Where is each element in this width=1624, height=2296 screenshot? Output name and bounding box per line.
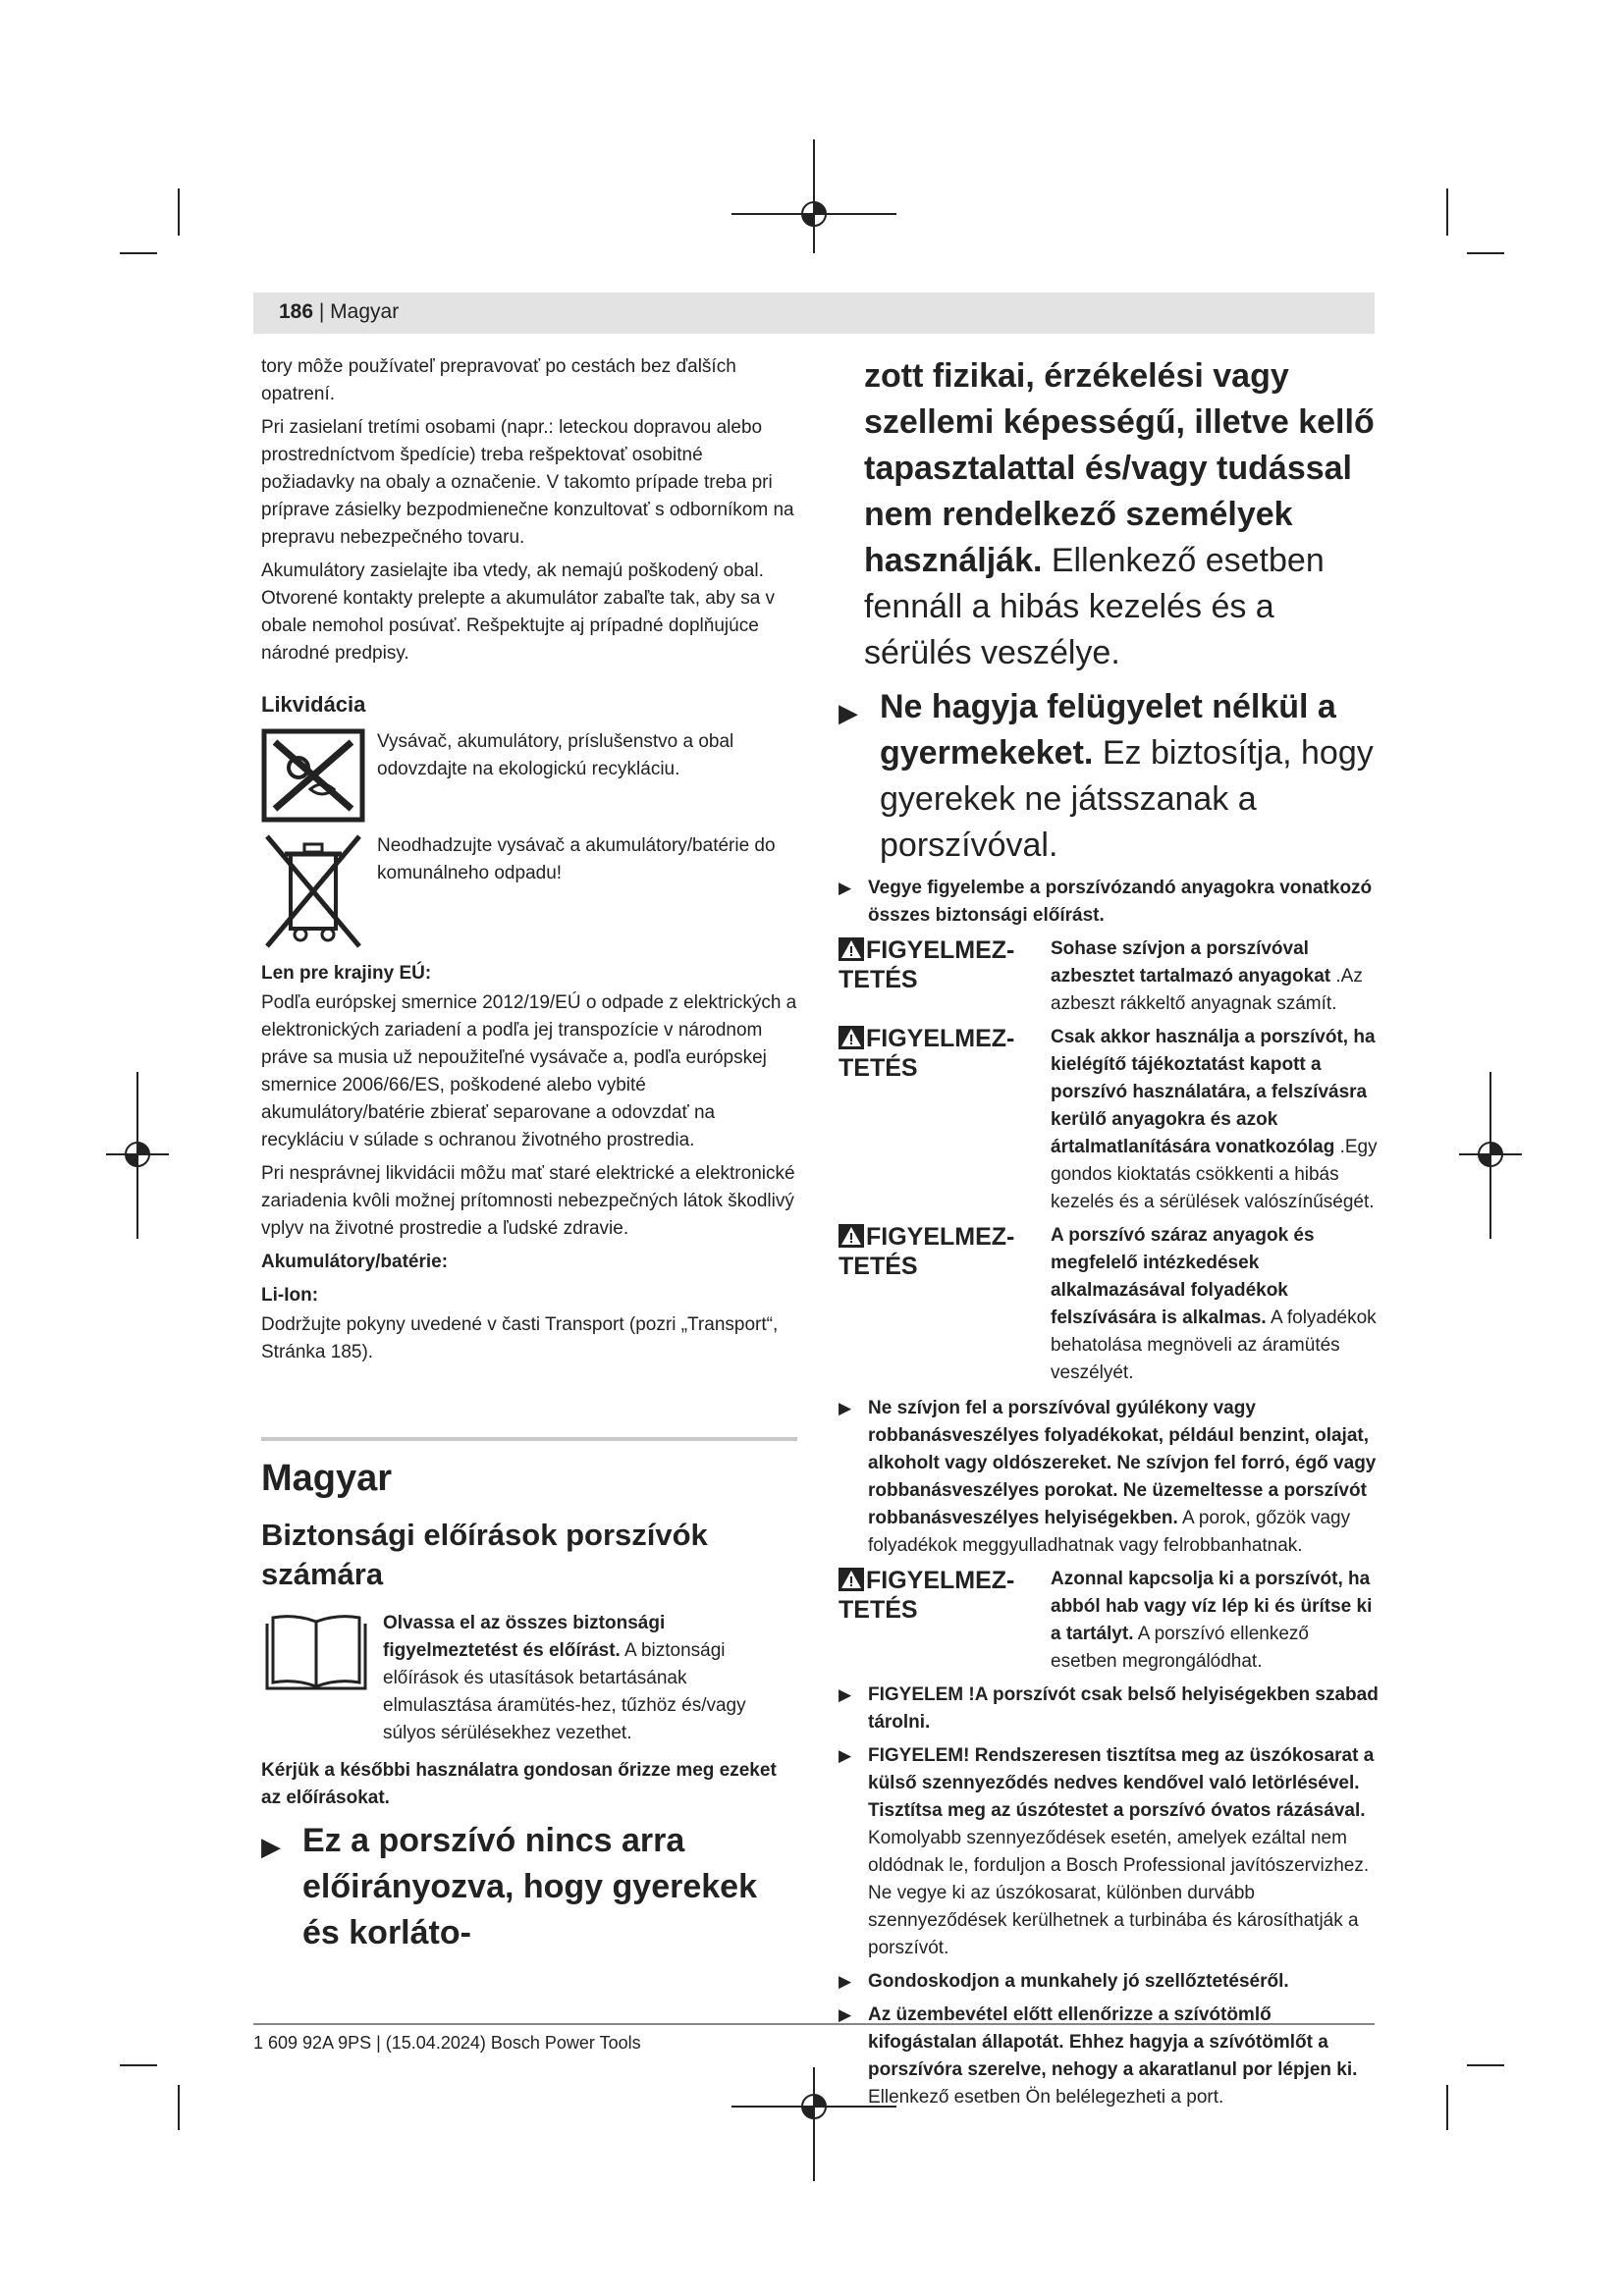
warning-label: [839, 1222, 1051, 1387]
warning-normal: .Az azbeszt rákkeltő anyagnak számít.: [1051, 966, 1363, 1014]
paragraph: Pri zasielaní tretími osobami (napr.: leteckou dopravou alebo prostredníctvom špedície) treba rešpektovať osobitné požiadavky na obaly a označenie. V takomto prípade treba pri príprave zásielky bezpodmienečne konzultovať s odborníkom na prepravu nebezpečného tovaru.: [261, 417, 794, 548]
warning-bold: A porszívó száraz anyagok és megfelelő intézkedések alkalmazásával folyadékok felszívására is alkalmas.: [1051, 1225, 1315, 1328]
safety-heading: Biztonsági előírások porszívók számára: [261, 1518, 708, 1591]
page-number: 186: [279, 300, 314, 323]
recycle-block: [261, 728, 797, 823]
bullet-arrow-icon: ▶: [839, 2005, 852, 2024]
warning-label-text: FIGYELMEZ-TETÉS: [839, 1025, 1015, 1082]
liion-heading: Li-Ion:: [261, 1285, 319, 1306]
recycle-icon: [261, 728, 365, 823]
bullet-bold: Vegye figyelembe a porszívózandó anyagokra vonatkozó összes biztonsági előírást.: [868, 878, 1373, 926]
bullet-bold: Az üzembevétel előtt ellenőrizze a szívótömlő kifogástalan állapotát. Ehhez hagyja a szívótömlőt a porszívóra szerelve, nehogy a akaratlanul por lépjen ki.: [868, 2004, 1358, 2080]
bullet-item: [839, 1682, 1379, 1736]
warning-triangle-icon: [839, 937, 864, 961]
warning-text: [1051, 1566, 1379, 1676]
warning-label: [839, 935, 1051, 1018]
paragraph: Akumulátory zasielajte iba vtedy, ak nemajú poškodený obal. Otvorené kontakty prelepte a akumulátor zabaľte tak, aby sa v obale nemohol posúvať. Rešpektujte aj prípadné doplňujúce národné predpisy.: [261, 561, 776, 664]
bullet-item: [839, 684, 1379, 869]
bullet-normal: Komolyabb szennyeződések esetén, amelyek ezáltal nem oldódnak le, forduljon a Bosch Professional javítószervizhez. Ne vegye ki az úszókosarat, különben durvább szennyeződések kerülhetnek a turbinába és károsíthatják a porszívót.: [868, 1828, 1370, 1958]
warning-label-text: FIGYELMEZ-TETÉS: [839, 1223, 1015, 1280]
warning-triangle-icon: [839, 1026, 864, 1049]
warning-normal: A porszívó ellenkező esetben megrongálódhat.: [1051, 1624, 1309, 1672]
warning-text: [1051, 935, 1379, 1018]
page-footer: [253, 2023, 1375, 2054]
warning-block: [839, 1222, 1379, 1387]
bullet-arrow-icon: ▶: [839, 1746, 852, 1765]
waste-text: Neodhadzujte vysávač a akumulátory/batérie do komunálneho odpadu!: [377, 835, 776, 883]
bullet-bold: FIGYELEM !A porszívót csak belső helyiségekben szabad tárolni.: [868, 1684, 1379, 1733]
section-divider: [261, 1437, 797, 1441]
bullet-text: [868, 1395, 1379, 1560]
paragraph: tory môže používateľ prepravovať po cestách bez ďalších opatrení.: [261, 356, 736, 404]
bullet-text: [868, 2002, 1379, 2111]
bullet-bold: Ne hagyja felügyelet nélkül a gyermekeket.: [880, 688, 1336, 772]
crossed-bin-icon: [261, 832, 365, 950]
read-normal: A biztonsági előírások és utasítások betartásának elmulasztása áramütés-hez, tűzhöz és/vagy súlyos sérülésekhez vezethet.: [383, 1640, 746, 1743]
bullet-arrow-icon: ▶: [839, 698, 858, 727]
warning-label: [839, 1024, 1051, 1216]
bullet-text: [880, 684, 1379, 869]
warning-bold: Azonnal kapcsolja ki a porszívót, ha abból hab vagy víz lép ki és ürítse ki a tartályt.: [1051, 1569, 1373, 1644]
bullet-arrow-icon: ▶: [839, 1399, 852, 1417]
bullet-bold: Gondoskodjon a munkahely jó szellőztetéséről.: [868, 1971, 1289, 1992]
bullet-item: [839, 1968, 1379, 1996]
warning-normal: A folyadékok behatolása megnöveli az áramütés veszélyét.: [1051, 1308, 1377, 1383]
warning-block: [839, 1024, 1379, 1216]
recycle-text: Vysávač, akumulátory, príslušenstvo a obal odovzdajte na ekologickú recykláciu.: [377, 731, 734, 779]
bullet-item: [839, 1395, 1379, 1560]
continued-bold: zott fizikai, érzékelési vagy szellemi képességű, illetve kellő tapasztalattal és/vagy tudással nem rendelkező személyek használják.: [864, 357, 1375, 579]
waste-block: [261, 832, 797, 950]
warning-block: [839, 1566, 1379, 1676]
continued-paragraph: [864, 353, 1379, 676]
bullet-arrow-icon: ▶: [261, 1832, 281, 1861]
bullet-item: [839, 1742, 1379, 1962]
bullet-text: [868, 1742, 1379, 1962]
warning-triangle-icon: [839, 1224, 864, 1248]
paragraph: Pri nesprávnej likvidácii môžu mať staré elektrické a elektronické zariadenia kvôli možnej prítomnosti nebezpečných látok škodlivý vplyv na životné prostredie a ľudské zdravie.: [261, 1163, 795, 1239]
children-warning: Ez a porszívó nincs arra előirányozva, hogy gyerekek és korláto-: [302, 1822, 757, 1951]
header-section: Magyar: [330, 300, 400, 323]
read-instructions-block: [261, 1610, 797, 1747]
bullet-arrow-icon: ▶: [839, 1972, 852, 1991]
paragraph: Dodržujte pokyny uvedené v časti Transport (pozri „Transport“, Stránka 185).: [261, 1314, 779, 1362]
read-bold: Olvassa el az összes biztonsági figyelmeztetést és előírást.: [383, 1613, 666, 1661]
footer-text: 1 609 92A 9PS | (15.04.2024) Bosch Power Tools: [253, 2033, 641, 2053]
warning-label-text: FIGYELMEZ-TETÉS: [839, 936, 1015, 993]
paragraph: Podľa európskej smernice 2012/19/EÚ o odpade z elektrických a elektronických zariadení a podľa jej transpozície v národnom práve sa musia už nepoužiteľné vysávače a, podľa európskej smernice 2006/66/ES, poškodené alebo vybité akumulátory/batérie zbierať separovane a odovzdať na recykláciu v súlade s ochranou životného prostredia.: [261, 992, 797, 1150]
bullet-item: [839, 875, 1379, 930]
bullet-normal: Ez biztosítja, hogy gyerekek ne játsszanak a porszívóval.: [880, 734, 1374, 864]
language-heading: Magyar: [261, 1458, 393, 1499]
bullet-normal: Ellenkező esetben Ön belélegezheti a port.: [868, 2087, 1224, 2108]
keep-instructions: Kérjük a későbbi használatra gondosan őrizze meg ezeket az előírásokat.: [261, 1760, 777, 1808]
page-header-text: 186 | Magyar: [279, 300, 400, 323]
warning-bold: Csak akkor használja a porszívót, ha kielégítő tájékoztatást kapott a porszívó használatára, a felszívásra kerülő anyagokra és azok ártalmatlanítására vonatkozólag: [1051, 1027, 1376, 1157]
bullet-bold: Ne szívjon fel a porszívóval gyúlékony vagy robbanásveszélyes folyadékokat, például benzint, olajat, alkoholt vagy oldószereket. Ne szívjon fel forró, égő vagy robbanásveszélyes porokat. Ne üzemeltesse a porszívót robbanásveszélyes helyiségekben.: [868, 1398, 1377, 1528]
left-column: [261, 353, 797, 1956]
bullet-arrow-icon: ▶: [839, 1685, 852, 1704]
manual-book-icon: [261, 1610, 371, 1696]
page-header: [253, 293, 1375, 334]
warning-label-text: FIGYELMEZ-TETÉS: [839, 1567, 1015, 1624]
right-column: [839, 353, 1379, 2111]
warning-text: [1051, 1024, 1379, 1216]
bullet-arrow-icon: ▶: [839, 879, 852, 897]
bullet-item: [839, 2002, 1379, 2111]
warning-triangle-icon: [839, 1568, 864, 1591]
bullet-bold: FIGYELEM! Rendszeresen tisztítsa meg az üszókosarat a külső szennyeződés nedves kendővel való letörlésével. Tisztítsa meg az úszótestet a porszívó óvatos rázásával.: [868, 1745, 1375, 1821]
warning-normal: .Egy gondos kioktatás csökkenti a hibás kezelés és a sérülések valószínűségét.: [1051, 1137, 1378, 1212]
bullet-item: [261, 1818, 797, 1956]
likvidacia-heading: Likvidácia: [261, 692, 366, 717]
batteries-heading: Akumulátory/batérie:: [261, 1252, 449, 1272]
continued-normal: Ellenkező esetben fennáll a hibás kezelés és a sérülés veszélye.: [864, 542, 1325, 671]
warning-text: [1051, 1222, 1379, 1387]
warning-bold: Sohase szívjon a porszívóval azbesztet tartalmazó anyagokat: [1051, 938, 1331, 987]
bullet-normal: A porok, gőzök vagy folyadékok meggyulladhatnak vagy felrobbanhatnak.: [868, 1508, 1351, 1556]
warning-label: [839, 1566, 1051, 1676]
eu-heading: Len pre krajiny EÚ:: [261, 963, 432, 984]
read-instructions-text: [383, 1610, 797, 1747]
warning-block: [839, 935, 1379, 1018]
